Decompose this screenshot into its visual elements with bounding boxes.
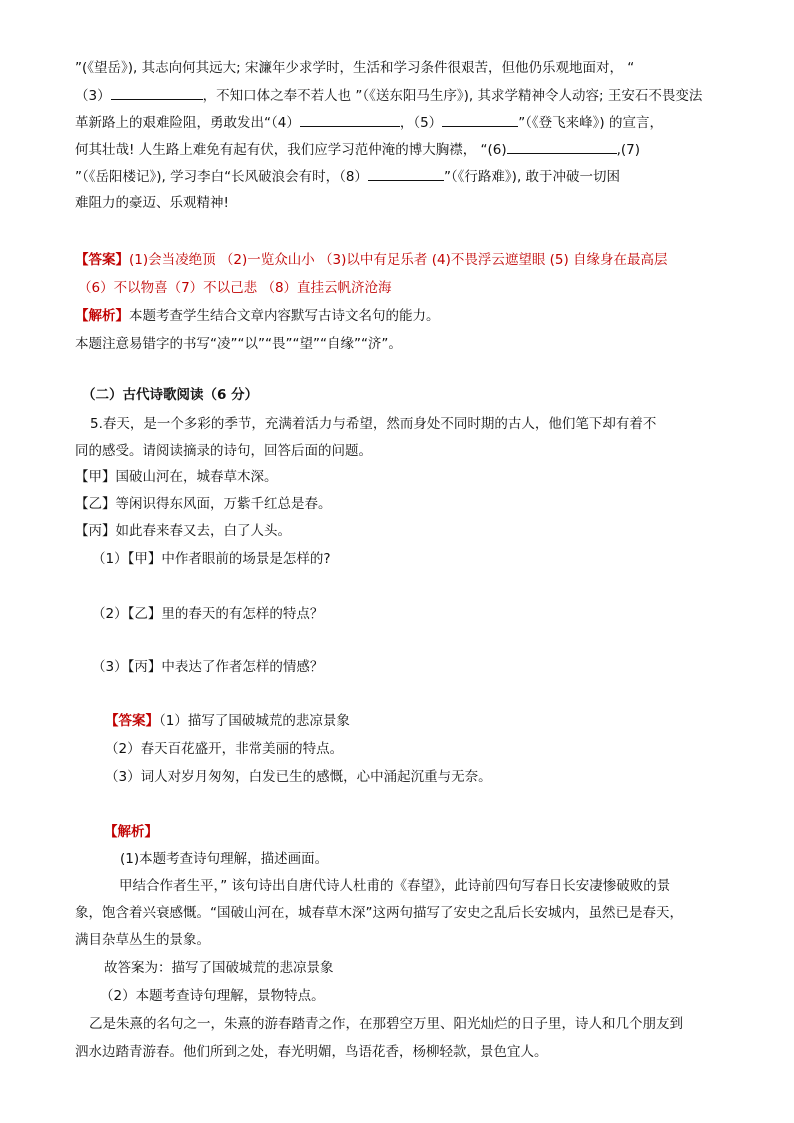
sub-question-text: （2）【乙】里的春天的有怎样的特点？	[92, 606, 324, 622]
passage-line-3	[75, 112, 663, 132]
analysis-text: 本题考查学生结合文章内容默写古诗文名句的能力。	[129, 308, 440, 324]
question-text: 同的感受。请阅读摘录的诗句，回答后面的问题。	[75, 443, 372, 459]
analysis-2-line-8	[75, 1042, 548, 1062]
passage-line-4	[75, 139, 640, 159]
analysis-2-line-7	[89, 1014, 683, 1034]
analysis-text: 泗水边踏青游春。他们所到之处，春光明媚，鸟语花香，杨柳轻款，景色宜人。	[75, 1044, 548, 1060]
analysis-text: 乙是朱熹的名句之一，朱熹的游春踏青之作，在那碧空万里、阳光灿烂的日子里，诗人和几个朋友到	[89, 1016, 683, 1032]
passage-text: ”（《岳阳楼记》), 学习李白“长风破浪会有时，（8）	[75, 169, 368, 185]
poem-yi	[75, 494, 332, 514]
passage-text: ”（《行路难》), 敢于冲破一切困	[443, 169, 621, 185]
analysis-text: (1)本题考查诗句理解，描述画面。	[120, 851, 329, 867]
poem-jia	[75, 467, 278, 487]
sub-question-1	[92, 549, 331, 569]
blank-8	[368, 166, 444, 181]
analysis-label: 【解析】	[104, 824, 158, 840]
blank-3	[111, 85, 203, 100]
passage-line-5	[75, 166, 620, 186]
analysis-text: 故答案为：描写了国破城荒的悲凉景象	[104, 960, 334, 976]
passage-text: 难阻力的豪迈、乐观精神!	[75, 195, 229, 211]
passage-text: 何其壮哉! 人生路上难免有起有伏，我们应学习范仲淹的博大胸襟， “(6)	[75, 142, 507, 158]
analysis-text: 甲结合作者生平，” 该句诗出自唐代诗人杜甫的《春望》，此诗前四句写春日长安凄惨破败的景	[119, 878, 671, 894]
sub-question-3	[92, 657, 323, 677]
sub-question-text: （1）【甲】中作者眼前的场景是怎样的?	[92, 551, 331, 567]
question-text: 5.春天，是一个多彩的季节，充满着活力与希望，然而身处不同时期的古人，他们笔下却有着不	[90, 416, 657, 432]
analysis-label: 【解析】	[75, 308, 129, 324]
passage-line-1	[75, 58, 634, 78]
answer-2-line-1	[105, 711, 350, 731]
passage-text: ，不知口体之奉不若人也 ”（《送东阳马生序》), 其求学精神令人动容; 王安石不畏变法	[202, 88, 703, 104]
answer-text: （6）不以物喜（7）不以己悲 （8）直挂云帆济沧海	[78, 280, 392, 296]
answer-1-line-2	[78, 278, 392, 298]
answer-text: （3）词人对岁月匆匆，白发已生的感慨，心中涌起沉重与无奈。	[105, 769, 492, 785]
blank-label-5: ，（5）	[399, 115, 443, 131]
blank-label-3: （3）	[75, 88, 111, 104]
analysis-text: 本题注意易错字的书写“凌”“以”“畏”“望”“自缘”“济”。	[75, 336, 402, 352]
section-2-title	[82, 385, 258, 405]
answer-2-line-3	[105, 767, 492, 787]
passage-text: ”(《望岳》), 其志向何其远大; 宋濂年少求学时，生活和学习条件很艰苦，但他仍乐观地面对， “	[75, 60, 635, 76]
answer-label: 【答案】	[105, 713, 159, 729]
poem-text: 【甲】国破山河在，城春草木深。	[75, 469, 278, 485]
poem-text: 【乙】等闲识得东风面，万紫千红总是春。	[75, 496, 332, 512]
answer-1-line-1	[75, 250, 668, 270]
blank-label-7: ,(7)	[616, 142, 641, 158]
analysis-2-line-3	[75, 903, 683, 923]
blank-5	[442, 112, 518, 127]
analysis-text: 象，饱含着兴衰感慨。“国破山河在，城春草木深”这两句描写了安史之乱后长安城内，虽然已是春天，	[75, 905, 683, 921]
poem-text: 【丙】如此春来春又去，白了人头。	[75, 523, 291, 539]
analysis-text: 满目杂草丛生的景象。	[75, 932, 210, 948]
analysis-text: （2）本题考查诗句理解，景物特点。	[100, 988, 325, 1004]
answer-label: 【答案】	[75, 252, 129, 268]
sub-question-2	[92, 604, 323, 624]
answer-text: （2）春天百花盛开，非常美丽的特点。	[105, 741, 344, 757]
passage-text: ”（《登飞来峰》) 的宣言，	[518, 115, 663, 131]
passage-text: 革新路上的艰难险阻，勇敢发出“（4）	[75, 115, 300, 131]
analysis-2-line-5	[104, 958, 334, 978]
analysis-2-line-1	[120, 849, 328, 869]
answer-2-line-2	[105, 739, 343, 759]
analysis-2-line-6	[100, 986, 325, 1006]
answer-text: （1）描写了国破城荒的悲凉景象	[159, 713, 350, 729]
question-5-line-1	[90, 414, 656, 434]
section-title-text: （二）古代诗歌阅读（6 分）	[82, 387, 259, 403]
passage-line-2	[75, 85, 702, 105]
analysis-1-line-2	[75, 334, 402, 354]
poem-bing	[75, 521, 291, 541]
analysis-2-line-4	[75, 930, 210, 950]
analysis-2-label	[104, 822, 158, 842]
analysis-1-line-1	[75, 306, 440, 326]
analysis-2-line-2	[119, 876, 670, 896]
blank-4	[300, 112, 400, 127]
sub-question-text: （3）【丙】中表达了作者怎样的情感？	[92, 659, 324, 675]
passage-line-6	[75, 193, 229, 213]
answer-text: (1)会当凌绝顶 （2)一览众山小 （3)以中有足乐者 (4)不畏浮云遮望眼 (5) 自缘身在最高层	[129, 252, 668, 268]
blank-6	[507, 139, 617, 154]
question-5-line-2	[75, 441, 372, 461]
